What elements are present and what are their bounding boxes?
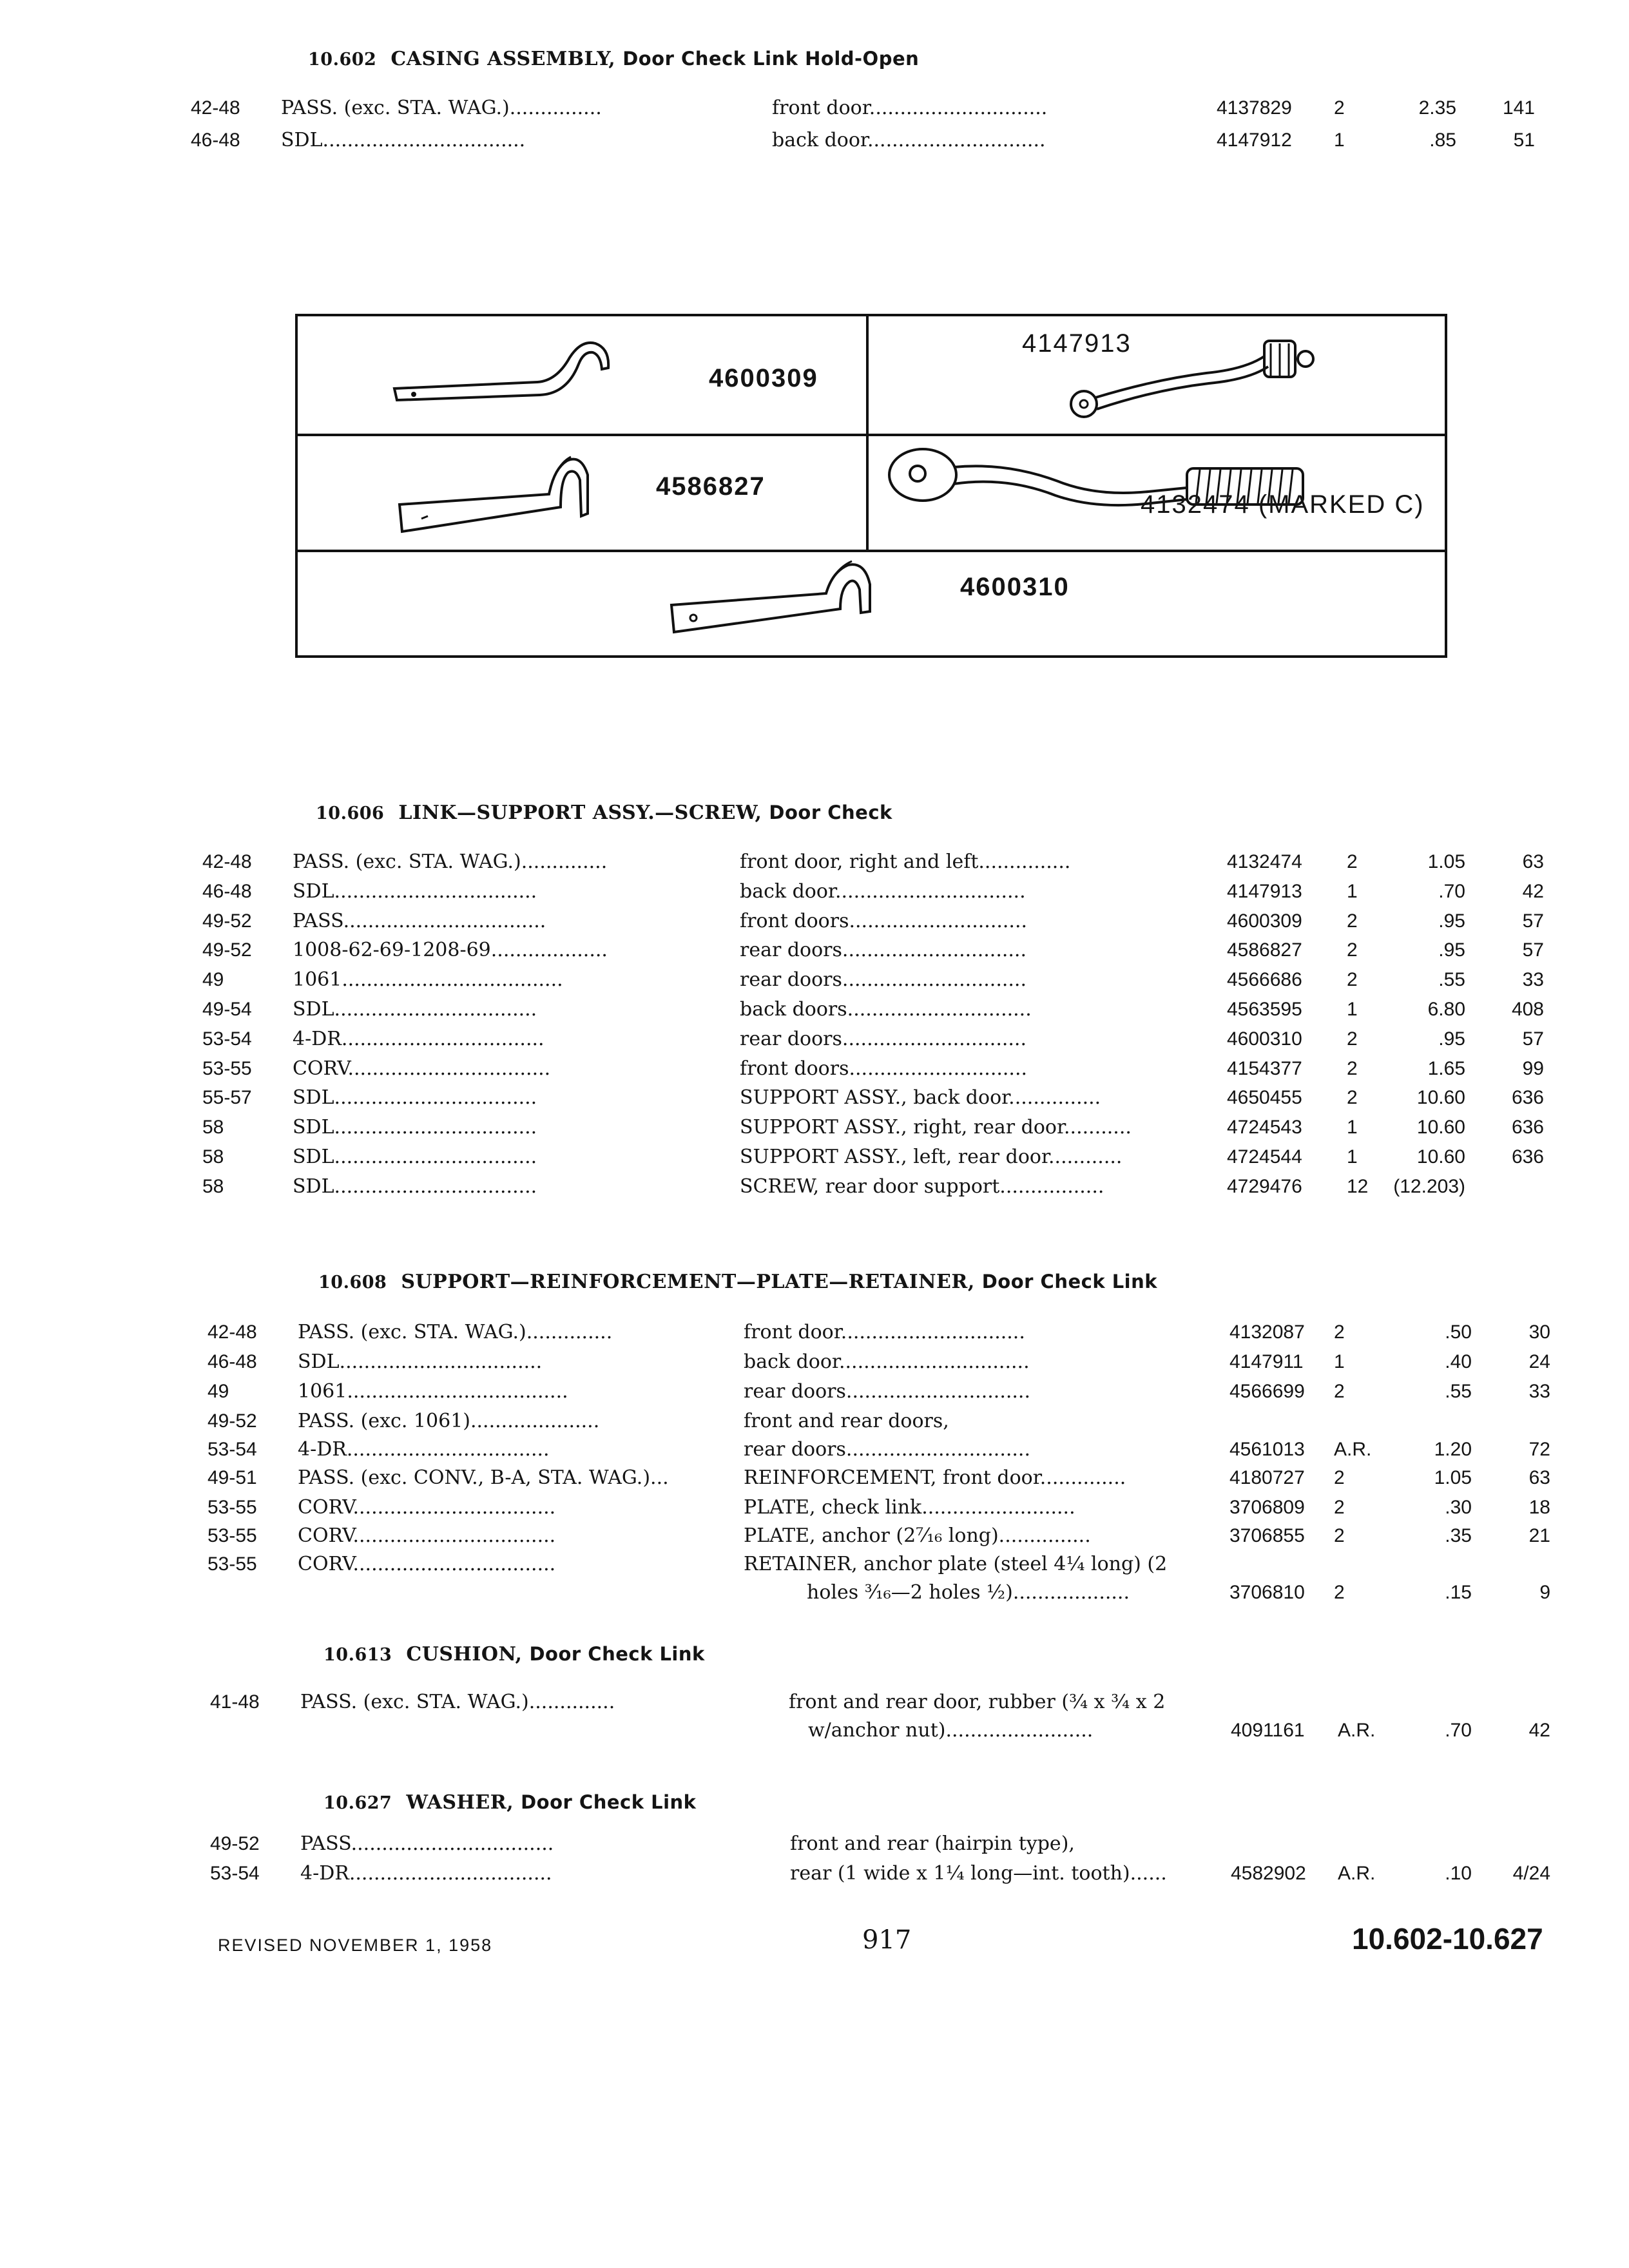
part-number: 4147912 [1217, 130, 1292, 151]
catalog-number: 636 [1511, 1087, 1544, 1109]
part-number: 4600310 [1227, 1028, 1302, 1050]
catalog-number: 42 [1528, 1720, 1550, 1741]
price: .15 [1445, 1582, 1472, 1603]
model: SDL................................. [298, 1350, 543, 1373]
section-range: 10.602-10.627 [1352, 1922, 1543, 1956]
section-number: 10.608 [318, 1273, 387, 1293]
description: front doors............................. [740, 909, 1028, 932]
model: PASS. (exc. STA. WAG.).............. [300, 1691, 615, 1713]
years: 49 [207, 1381, 229, 1402]
catalog-number: 30 [1528, 1321, 1550, 1343]
part-number: 4180727 [1229, 1467, 1305, 1488]
price: 1.20 [1434, 1439, 1472, 1460]
description: w/anchor nut)........................ [808, 1719, 1094, 1742]
years: 49-52 [202, 939, 252, 961]
section-subheading: Door Check Link Hold-Open [622, 48, 920, 70]
table-row [0, 936, 1629, 965]
years: 42-48 [191, 97, 240, 119]
price: 1.65 [1427, 1057, 1465, 1079]
quantity: 1 [1347, 1146, 1358, 1168]
quantity: 1 [1334, 1351, 1345, 1372]
model: 4-DR................................. [298, 1438, 550, 1461]
quantity: 2 [1347, 910, 1358, 932]
part-number: 4729476 [1227, 1175, 1302, 1197]
revision-date: REVISED NOVEMBER 1, 1958 [218, 1936, 493, 1955]
part-number: 4154377 [1227, 1057, 1302, 1079]
table-row [0, 1025, 1629, 1053]
description: front and rear door, rubber (¾ x ¾ x 2 [789, 1691, 1166, 1713]
model: SDL................................. [293, 1086, 537, 1110]
price: .30 [1445, 1497, 1472, 1518]
price: 6.80 [1427, 999, 1465, 1020]
table-row [0, 878, 1629, 906]
catalog-number: 636 [1511, 1117, 1544, 1139]
price: 2.35 [1418, 97, 1456, 119]
part-number: 4132474 [1227, 851, 1302, 872]
catalog-number: 21 [1528, 1525, 1550, 1546]
table-row [0, 907, 1629, 936]
part-label-4147913: 4147913 [1022, 329, 1132, 358]
years: 49-52 [202, 910, 252, 932]
years: 53-55 [207, 1525, 257, 1546]
model: PASS. (exc. STA. WAG.).............. [293, 850, 608, 873]
table-row [0, 1688, 1629, 1716]
years: 41-48 [210, 1691, 260, 1713]
description: rear doors.............................. [740, 939, 1027, 962]
description: REINFORCEMENT, front door.............. [744, 1466, 1126, 1489]
description: RETAINER, anchor plate (steel 4¼ long) (2 [744, 1553, 1168, 1575]
description: rear doors.............................. [744, 1438, 1031, 1461]
years: 58 [202, 1175, 224, 1197]
model: 1061.................................... [293, 968, 563, 992]
catalog-number: 9 [1539, 1582, 1550, 1603]
years: 53-54 [210, 1863, 260, 1884]
section-subheading: Door Check Link [521, 1791, 697, 1813]
price: .70 [1438, 880, 1465, 902]
section-heading: LINK—SUPPORT ASSY.—SCREW, [398, 802, 762, 824]
part-number: 4147913 [1227, 880, 1302, 902]
table-row [0, 995, 1629, 1024]
section-subheading: Door Check Link [529, 1643, 705, 1665]
part-number: 4566686 [1227, 969, 1302, 991]
description: front and rear (hairpin type), [790, 1832, 1075, 1855]
price: 10.60 [1416, 1087, 1465, 1109]
price: .40 [1445, 1351, 1472, 1372]
quantity: 2 [1347, 969, 1358, 991]
description: front door............................. [772, 97, 1048, 119]
description: back door............................... [740, 879, 1026, 903]
catalog-number: 57 [1522, 939, 1544, 961]
model: SDL................................. [293, 879, 537, 903]
years: 49-52 [207, 1410, 257, 1432]
catalog-number: 141 [1502, 97, 1535, 119]
years: 53-54 [202, 1028, 252, 1050]
section-heading: CUSHION, [406, 1643, 523, 1666]
section-number: 10.627 [323, 1793, 392, 1813]
price: .55 [1445, 1381, 1472, 1402]
price: 1.05 [1427, 851, 1465, 872]
price: .95 [1438, 939, 1465, 961]
table-row [0, 1113, 1629, 1142]
part-4600310-drawing [665, 556, 910, 646]
section-subheading: Door Check [769, 802, 892, 823]
years: 53-54 [207, 1439, 257, 1460]
catalog-number: 42 [1522, 880, 1544, 902]
years: 55-57 [202, 1087, 252, 1109]
section-number: 10.613 [323, 1645, 392, 1665]
part-number: 4566699 [1229, 1381, 1305, 1402]
section-subheading: Door Check Link [981, 1271, 1158, 1293]
quantity: 2 [1347, 939, 1358, 961]
figure-divider-h1 [298, 434, 1445, 436]
years: 49 [202, 969, 224, 991]
catalog-number: 57 [1522, 910, 1544, 932]
model: SDL................................. [293, 998, 537, 1021]
table-row [0, 94, 1629, 122]
section-heading: SUPPORT—REINFORCEMENT—PLATE—RETAINER, [401, 1271, 975, 1293]
model: PASS................................. [300, 1832, 554, 1855]
description: rear (1 wide x 1¼ long—int. tooth)...... [790, 1862, 1167, 1885]
part-label-4600309: 4600309 [709, 364, 818, 392]
table-row [0, 1318, 1629, 1347]
part-4586827-drawing [394, 449, 607, 539]
model: 4-DR................................. [293, 1027, 545, 1050]
quantity: A.R. [1338, 1720, 1376, 1741]
part-number: 3706809 [1229, 1497, 1305, 1518]
description: rear doors.............................. [740, 1027, 1027, 1050]
years: 42-48 [207, 1321, 257, 1343]
model: 1008-62-69-1208-69................... [293, 939, 608, 962]
model: CORV................................. [298, 1496, 556, 1519]
model: CORV................................. [298, 1524, 556, 1547]
part-number: 4137829 [1217, 97, 1292, 119]
section-title-10-613 [323, 1643, 705, 1666]
quantity: 1 [1347, 1117, 1358, 1139]
catalog-number: 63 [1522, 851, 1544, 872]
quantity: 1 [1347, 999, 1358, 1020]
years: 49-51 [207, 1467, 257, 1488]
description: holes ³⁄₁₆—2 holes ½)................... [807, 1581, 1130, 1604]
part-number: 4724544 [1227, 1146, 1302, 1168]
part-label-4132474: 4132474 (MARKED C) [1141, 490, 1425, 519]
years: 42-48 [202, 851, 252, 872]
table-row [0, 1055, 1629, 1083]
table-row-continuation [0, 1716, 1629, 1745]
quantity: 2 [1334, 1497, 1345, 1518]
model: 1061.................................... [298, 1380, 568, 1403]
description: SUPPORT ASSY., back door............... [740, 1086, 1101, 1110]
page-number: 917 [862, 1925, 912, 1955]
years: 53-55 [207, 1497, 257, 1518]
price: .35 [1445, 1525, 1472, 1546]
description: front doors............................. [740, 1057, 1028, 1080]
model: SDL................................. [293, 1116, 537, 1139]
years: 53-55 [207, 1553, 257, 1575]
catalog-number: 24 [1528, 1351, 1550, 1372]
figure-divider-v [866, 316, 869, 551]
quantity: 2 [1334, 1582, 1345, 1603]
model: SDL................................. [281, 129, 526, 151]
section-number: 10.602 [308, 50, 377, 70]
table-row [0, 1830, 1629, 1858]
table-row [0, 848, 1629, 876]
part-number: 4147911 [1229, 1351, 1304, 1372]
price: .50 [1445, 1321, 1472, 1343]
description: rear doors.............................. [740, 968, 1027, 992]
table-row [0, 966, 1629, 994]
catalog-number: 33 [1528, 1381, 1550, 1402]
model: PASS. (exc. CONV., B-A, STA. WAG.)... [298, 1466, 669, 1489]
description: back door............................. [772, 129, 1046, 151]
section-title-10-608 [318, 1271, 1157, 1293]
catalog-number: 51 [1513, 130, 1535, 151]
years: 46-48 [202, 880, 252, 902]
years: 49-54 [202, 999, 252, 1020]
section-heading: CASING ASSEMBLY, [390, 48, 616, 70]
part-number: 4132087 [1229, 1321, 1305, 1343]
part-number: 4563595 [1227, 999, 1302, 1020]
table-row [0, 1522, 1629, 1550]
model: PASS. (exc. STA. WAG.)............... [281, 97, 602, 119]
catalog-number: 408 [1511, 999, 1544, 1020]
figure-divider-h2 [298, 550, 1445, 552]
table-row [0, 1378, 1629, 1406]
years: 49-52 [210, 1833, 260, 1854]
section-heading: WASHER, [406, 1791, 514, 1814]
part-number: 4600309 [1227, 910, 1302, 932]
model: CORV................................. [298, 1553, 556, 1575]
table-row [0, 1860, 1629, 1888]
model: CORV................................. [293, 1057, 551, 1080]
section-title-10-602 [308, 48, 919, 70]
catalog-number: 636 [1511, 1146, 1544, 1168]
description: back door............................... [744, 1350, 1030, 1373]
model: SDL................................. [293, 1146, 537, 1168]
price: 1.05 [1434, 1467, 1472, 1488]
table-row [0, 1550, 1629, 1579]
years: 58 [202, 1117, 224, 1139]
description: front door, right and left............... [740, 850, 1071, 873]
table-row [0, 1436, 1629, 1464]
catalog-number: 57 [1522, 1028, 1544, 1050]
description: SUPPORT ASSY., right, rear door........... [740, 1116, 1132, 1139]
table-row [0, 1173, 1629, 1201]
years: 46-48 [207, 1351, 257, 1372]
table-row [0, 1084, 1629, 1112]
model: 4-DR................................. [300, 1862, 552, 1885]
description: rear doors.............................. [744, 1380, 1031, 1403]
quantity: 2 [1334, 97, 1345, 119]
part-number: 4582902 [1231, 1863, 1306, 1884]
quantity: A.R. [1338, 1863, 1376, 1884]
quantity: 2 [1334, 1467, 1345, 1488]
section-number: 10.606 [316, 803, 385, 823]
quantity: 1 [1334, 130, 1345, 151]
quantity: 2 [1334, 1381, 1345, 1402]
description: SCREW, rear door support................. [740, 1175, 1104, 1198]
model: SDL................................. [293, 1175, 537, 1198]
price: .85 [1429, 130, 1456, 151]
quantity: 2 [1334, 1525, 1345, 1546]
part-number: 4724543 [1227, 1117, 1302, 1139]
price: .70 [1445, 1720, 1472, 1741]
table-row [0, 1407, 1629, 1436]
catalog-number: 72 [1528, 1439, 1550, 1460]
years: 58 [202, 1146, 224, 1168]
quantity: 12 [1347, 1175, 1369, 1197]
catalog-number: 33 [1522, 969, 1544, 991]
quantity: 2 [1347, 1028, 1358, 1050]
quantity: 1 [1347, 880, 1358, 902]
years: 46-48 [191, 130, 240, 151]
part-4147913-drawing [1058, 328, 1342, 425]
section-title-10-606 [316, 802, 892, 824]
catalog-number: 63 [1528, 1467, 1550, 1488]
table-row [0, 1494, 1629, 1522]
quantity: A.R. [1334, 1439, 1372, 1460]
description: PLATE, anchor (2⁷⁄₁₆ long)............... [744, 1524, 1091, 1547]
table-row [0, 1348, 1629, 1376]
price: .10 [1445, 1863, 1472, 1884]
table-row [0, 1464, 1629, 1492]
price: .95 [1438, 1028, 1465, 1050]
catalog-number: 18 [1528, 1497, 1550, 1518]
section-title-10-627 [323, 1791, 696, 1814]
quantity: 2 [1334, 1321, 1345, 1343]
table-row-continuation [0, 1579, 1629, 1607]
part-4600309-drawing [388, 336, 659, 413]
quantity: 2 [1347, 851, 1358, 872]
table-row [0, 1143, 1629, 1171]
part-label-4600310: 4600310 [960, 573, 1070, 601]
part-number: 4561013 [1229, 1439, 1305, 1460]
description: front and rear doors, [744, 1410, 949, 1432]
table-row [0, 126, 1629, 155]
years: 53-55 [202, 1057, 252, 1079]
price: 10.60 [1416, 1117, 1465, 1139]
part-number: 3706810 [1229, 1582, 1305, 1603]
description: SUPPORT ASSY., left, rear door............ [740, 1146, 1123, 1168]
parts-illustration [295, 314, 1447, 658]
price: (12.203) [1393, 1175, 1465, 1197]
catalog-number: 99 [1522, 1057, 1544, 1079]
model: PASS. (exc. 1061)..................... [298, 1410, 600, 1432]
quantity: 2 [1347, 1087, 1358, 1109]
model: PASS. (exc. STA. WAG.).............. [298, 1321, 613, 1343]
description: PLATE, check link......................... [744, 1496, 1075, 1519]
part-number: 3706855 [1229, 1525, 1305, 1546]
price: .95 [1438, 910, 1465, 932]
description: back doors.............................. [740, 998, 1032, 1021]
price: .55 [1438, 969, 1465, 991]
description: front door.............................. [744, 1321, 1025, 1343]
part-number: 4586827 [1227, 939, 1302, 961]
catalog-number: 4/24 [1512, 1863, 1550, 1884]
price: 10.60 [1416, 1146, 1465, 1168]
quantity: 2 [1347, 1057, 1358, 1079]
part-number: 4091161 [1231, 1720, 1305, 1741]
model: PASS................................. [293, 909, 546, 932]
part-label-4586827: 4586827 [656, 472, 766, 501]
part-number: 4650455 [1227, 1087, 1302, 1109]
